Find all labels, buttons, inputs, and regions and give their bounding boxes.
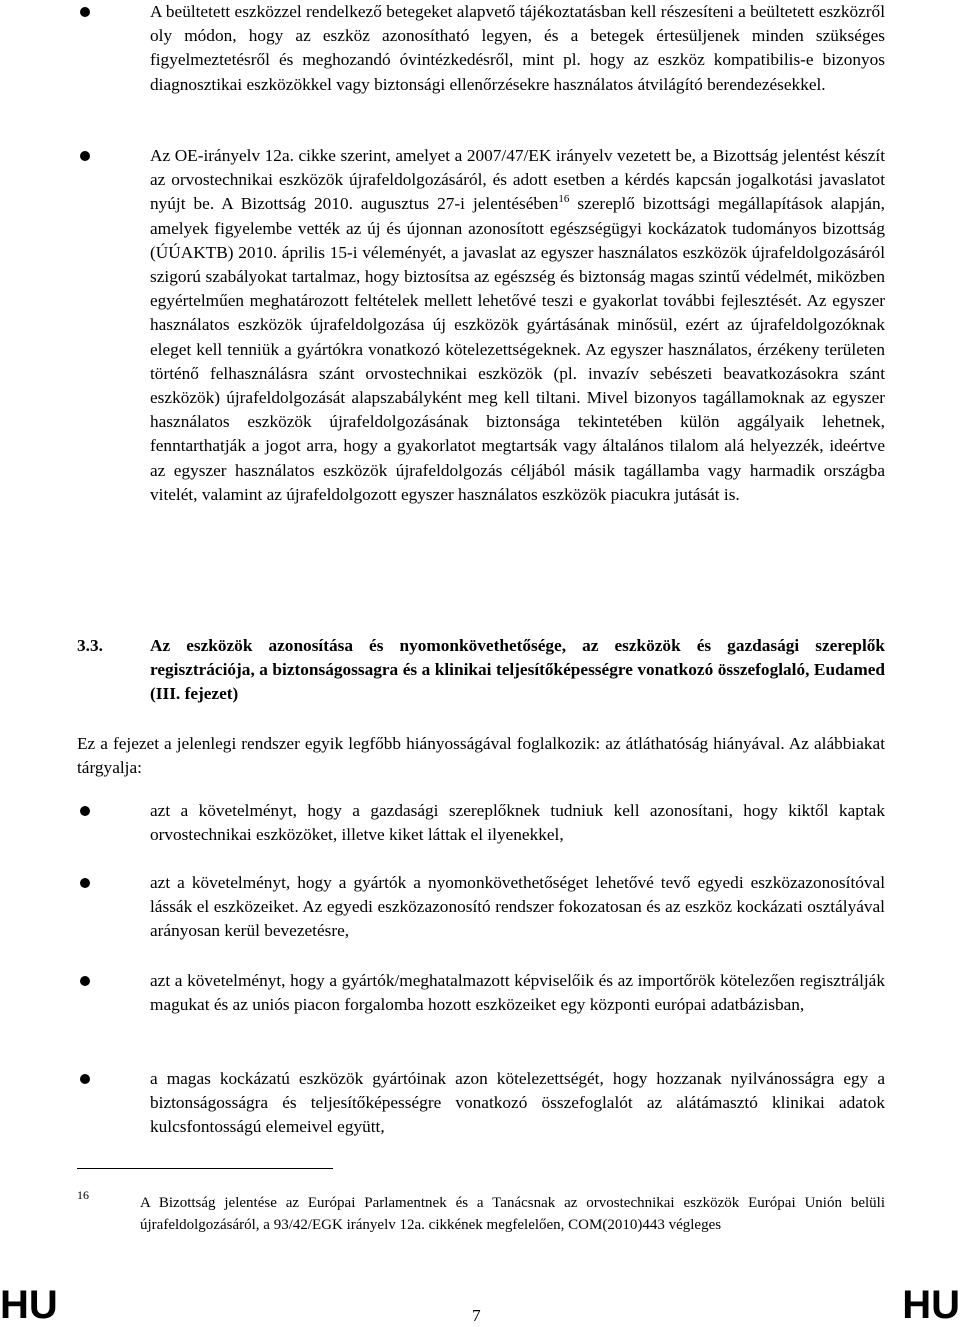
list-item-text: azt a követelményt, hogy a gazdasági szereplőknek tudniuk kell azonosítani, hogy kiktől kaptak orvostechnikai eszközöket, illetve kiket láttak el ilyenekkel,: [150, 801, 885, 845]
list-item-text: Az OE-irányelv 12a. cikke szerint, amelyet a 2007/47/EK irányelv vezetett be, a Bizottság jelentést készít az orvostechnikai eszközök újrafeldolgozásáról, és adott esetben a kérdés kapcsán jogalkotási javaslatot nyújt be. A Bizottság 2010. augusztus 27-i jelentésében: [150, 146, 885, 214]
footnote-number: 16: [77, 1188, 89, 1202]
list-item: [150, 1067, 885, 1140]
page-number: 7: [472, 1306, 481, 1325]
bullet-icon: [80, 151, 90, 161]
footnote-text: A Bizottság jelentése az Európai Parlamentnek és a Tanácsnak az orvostechnikai eszközök Európai Unión belüli újrafeldolgozásáról, a 93/42/EGK irányelv 12a. cikkének megfelelően, COM(2010)443 végleges: [140, 1195, 885, 1233]
bullet-icon: [80, 806, 90, 816]
list-item: [150, 0, 885, 97]
bullet-icon: [80, 976, 90, 986]
bullet-icon: [80, 1074, 90, 1084]
list-item-text: azt a követelményt, hogy a gyártók/meghatalmazott képviselőik és az importőrök kötelezően regisztrálják magukat és az uniós piacon forgalomba hozott eszközeiket egy központi európai adatbázisban,: [150, 971, 885, 1015]
list-item: [150, 969, 885, 1017]
footnote-divider: [77, 1168, 333, 1169]
language-code-left: HU: [0, 1283, 58, 1327]
list-item-text: azt a követelményt, hogy a gyártók a nyomonkövethetőséget lehetővé tevő egyedi eszközazonosítóval lássák el eszközeiket. Az egyedi eszközazonosító rendszer fokozatosan és az eszköz kockázati osztályával arányosan kerül bevezetésre,: [150, 873, 885, 941]
section-title: Az eszközök azonosítása és nyomonkövethetősége, az eszközök és gazdasági szereplők regisztrációja, a biztonságossagra és a klinikai teljesítőképességre vonatkozó összefoglaló, Eudamed (III. fejezet): [150, 636, 885, 704]
section-number: 3.3.: [77, 636, 103, 655]
list-item-text: a magas kockázatú eszközök gyártóinak azon kötelezettségét, hogy hozzanak nyilvánosságra egy a biztonságosságra és teljesítőképességre vonatkozó összefoglalót az alátámasztó klinikai adatok kulcsfontosságú elemeivel együtt,: [150, 1069, 885, 1137]
bullet-icon: [80, 878, 90, 888]
list-item: [150, 144, 885, 507]
language-code-right: HU: [902, 1283, 960, 1327]
bullet-icon: [80, 7, 90, 17]
list-item: [150, 799, 885, 847]
list-item: [150, 871, 885, 944]
footnote-reference[interactable]: 16: [558, 193, 570, 206]
list-item-text: szereplő bizottsági megállapítások alapján, amelyek figyelembe vették az új és újonnan azonosított egészségügyi kockázatok tudományos bizottság (ÚÚAKTB) 2010. április 15-i véleményét, a javaslat az egyszer használatos eszközök újrafeldolgozásáról szigorú szabályokat tartalmaz, hogy biztosítsa az egészség és biztonság magas szintű védelmét, miközben egyértelműen meghatározott feltételek mellett lehetővé teszi e gyakorlat további fejlesztését. Az egyszer használatos eszközök újrafeldolgozása új eszközök gyártásának minősül, ezért az újrafeldolgozóknak eleget kell tenniük a gyártókra vonatkozó kötelezettségeknek. Az egyszer használatos, érzékeny területen történő felhasználásra szánt orvostechnikai eszközök (pl. invazív sebészeti beavatkozásokra szánt eszközök) újrafeldolgozását alapszabályként meg kell tiltani. Mivel bizonyos tagállamoknak az egyszer használatos eszközök újrafeldolgozásának biztonsága tekintetében külön aggályaik lehetnek, fenntarthatják a jogot arra, hogy a gyakorlatot megtartsák vagy általános tilalom alá helyezzék, ideértve az egyszer használatos eszközök újrafeldolgozás céljából másik tagállamba vagy harmadik országba vitelét, valamint az újrafeldolgozott egyszer használatos eszközök piacukra jutását is.: [150, 194, 885, 504]
intro-paragraph: Ez a fejezet a jelenlegi rendszer egyik legfőbb hiányosságával foglalkozik: az átláthatóság hiányával. Az alábbiakat tárgyalja:: [77, 734, 885, 778]
list-item-text: A beültetett eszközzel rendelkező betegeket alapvető tájékoztatásban kell részesíteni a beültetett eszközről oly módon, hogy az eszköz azonosítható legyen, és a betegek értesüljenek minden szükséges figyelmeztetésről és meghozandó óvintézkedésről, mint pl. hogy az eszköz kompatibilis-e bizonyos diagnosztikai eszközökkel vagy biztonsági ellenőrzésekre használatos átvilágító berendezésekkel.: [150, 2, 885, 94]
